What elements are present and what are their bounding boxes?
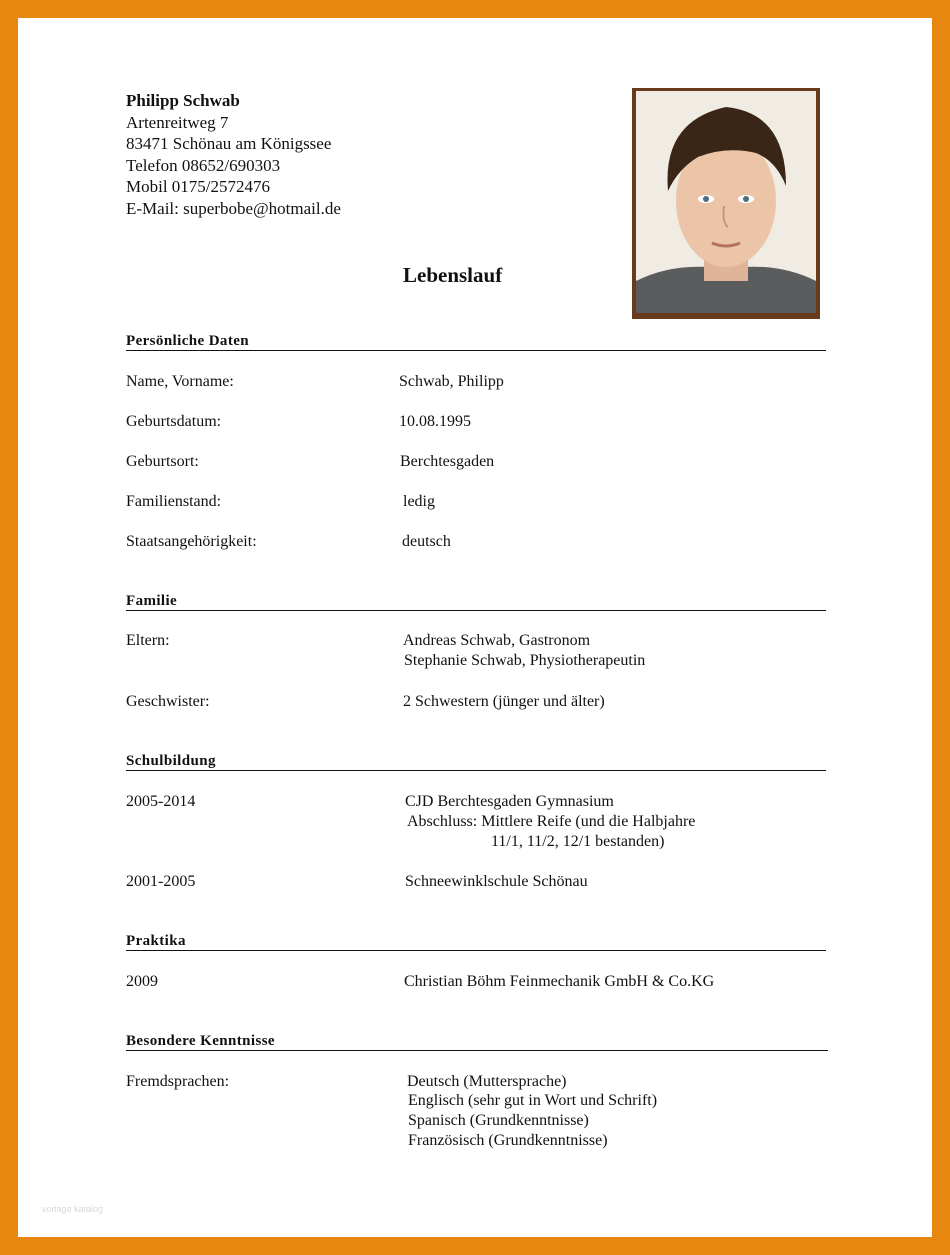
contact-block xyxy=(126,90,341,220)
label-name: Name, Vorname: xyxy=(126,373,234,390)
label-parents: Eltern: xyxy=(126,632,170,649)
value-birthdate: 10.08.1995 xyxy=(399,413,471,430)
label-birthplace: Geburtsort: xyxy=(126,453,199,470)
label-nationality: Staatsangehörigkeit: xyxy=(126,533,257,550)
section-heading: Praktika xyxy=(126,933,186,949)
value-language: Französisch (Grundkenntnisse) xyxy=(408,1132,608,1149)
mobile-number: Mobil 0175/2572476 xyxy=(126,177,271,197)
label-internship-year: 2009 xyxy=(126,973,158,990)
value-language: Spanisch (Grundkenntnisse) xyxy=(408,1112,589,1129)
city-address: 83471 Schönau am Königssee xyxy=(126,134,332,154)
value-school-detail: 11/1, 11/2, 12/1 bestanden) xyxy=(491,833,665,850)
value-birthplace: Berchtesgaden xyxy=(400,453,495,470)
watermark-text: vorlage katalog xyxy=(42,1204,104,1214)
value-language: Deutsch (Muttersprache) xyxy=(407,1073,567,1090)
section-heading: Schulbildung xyxy=(126,753,216,769)
section-heading: Persönliche Daten xyxy=(126,333,250,349)
section-personal-data xyxy=(126,330,826,351)
value-school: CJD Berchtesgaden Gymnasium xyxy=(405,793,614,810)
label-period: 2005-2014 xyxy=(126,793,196,810)
document-title: Lebenslauf xyxy=(403,263,503,287)
value-siblings: 2 Schwestern (jünger und älter) xyxy=(403,693,605,710)
applicant-photo xyxy=(632,88,820,319)
section-heading: Familie xyxy=(126,593,178,609)
label-birthdate: Geburtsdatum: xyxy=(126,413,222,430)
label-marital-status: Familienstand: xyxy=(126,493,222,510)
value-language: Englisch (sehr gut in Wort und Schrift) xyxy=(408,1092,658,1109)
section-heading: Besondere Kenntnisse xyxy=(126,1033,275,1049)
value-school: Schneewinklschule Schönau xyxy=(405,873,588,890)
value-internship-company: Christian Böhm Feinmechanik GmbH & Co.KG xyxy=(404,973,715,990)
applicant-name: Philipp Schwab xyxy=(126,91,240,110)
value-parent: Andreas Schwab, Gastronom xyxy=(403,632,591,649)
label-period: 2001-2005 xyxy=(126,873,196,890)
street-address: Artenreitweg 7 xyxy=(126,112,229,132)
section-internships xyxy=(126,930,826,951)
label-siblings: Geschwister: xyxy=(126,693,210,710)
section-education xyxy=(126,750,826,771)
section-family xyxy=(126,590,826,611)
value-nationality: deutsch xyxy=(402,533,451,550)
value-parent: Stephanie Schwab, Physiotherapeutin xyxy=(404,652,646,669)
section-skills xyxy=(126,1030,828,1051)
portrait-image xyxy=(636,91,816,313)
value-school-detail: Abschluss: Mittlere Reife (und die Halbjahre xyxy=(407,813,696,830)
value-marital-status: ledig xyxy=(403,493,435,510)
label-languages: Fremdsprachen: xyxy=(126,1073,230,1090)
phone-number: Telefon 08652/690303 xyxy=(126,155,281,175)
value-name: Schwab, Philipp xyxy=(399,373,504,390)
cv-page xyxy=(18,18,932,1237)
email-address: E-Mail: superbobe@hotmail.de xyxy=(126,198,341,218)
